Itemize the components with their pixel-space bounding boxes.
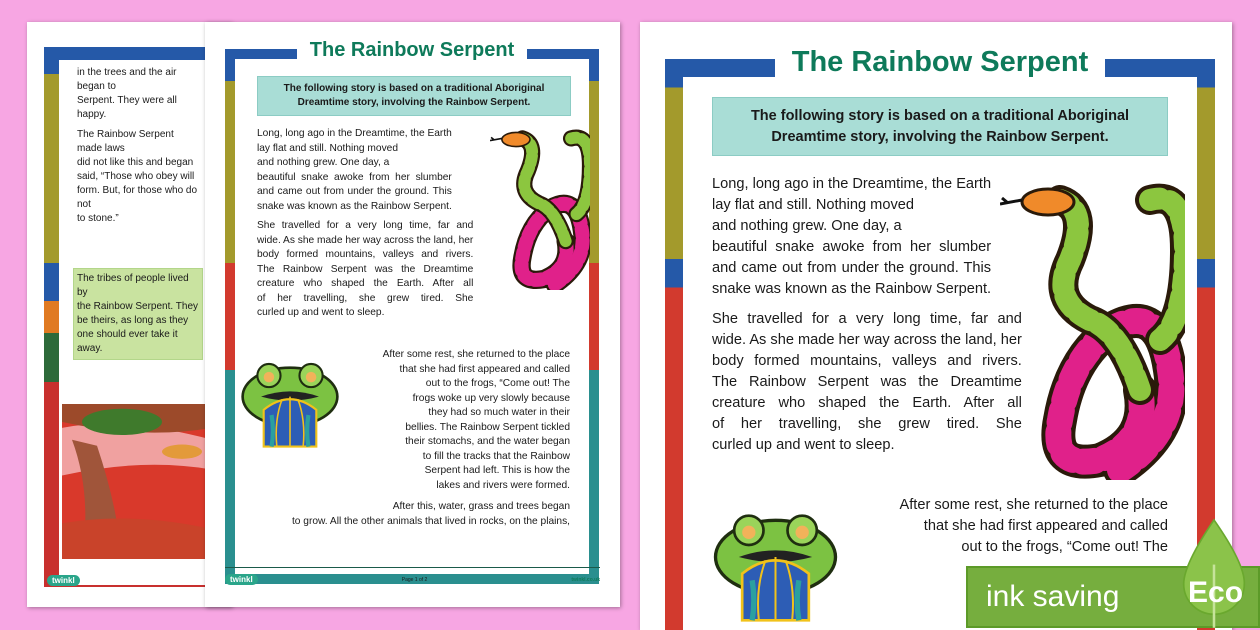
worksheet-page-1-preview <box>640 22 1232 630</box>
text-line: bellies. The Rainbow Serpent tickled <box>405 421 570 433</box>
text-line: did not like this and began <box>77 157 194 168</box>
text-line: body formed mountains, valleys and rivers. <box>257 249 474 260</box>
text-line: and nothing grew. One day, a <box>257 157 390 168</box>
story-title: The Rainbow Serpent <box>775 46 1105 79</box>
text-line: The Rainbow Serpent made laws <box>77 129 174 154</box>
story-title: The Rainbow Serpent <box>297 39 527 62</box>
eco-leaf-drop-icon <box>1182 518 1246 628</box>
site-link: twinkl.co.uk <box>571 576 600 583</box>
text-line: in the trees and the air began to <box>77 67 177 92</box>
text-line: curled up and went to sleep. <box>257 307 385 318</box>
text-line: snake was known as the Rainbow Serpent. <box>257 200 452 212</box>
text-line: their stomachs, and the water began <box>405 436 570 447</box>
text-line: form. But, for those who do not <box>77 185 198 210</box>
text-line: The Rainbow Serpent was the Dreamtime <box>257 263 474 275</box>
intro-line: Dreamtime story, involving the Rainbow Serpent. <box>771 128 1109 145</box>
frog-illustration <box>712 507 839 627</box>
text-line: creature who shaped the Earth. After all <box>712 395 1022 411</box>
text-line: The Rainbow Serpent was the Dreamtime <box>712 374 1022 390</box>
eco-label: Eco <box>1188 576 1244 609</box>
paragraph-1 <box>257 127 452 214</box>
text-line: Serpent had left. This is how the <box>424 465 570 476</box>
text-line: said, “Those who obey will <box>77 171 195 182</box>
intro-box <box>712 97 1168 156</box>
text-line: to stone.” <box>77 213 119 224</box>
text-line: After some rest, she returned to the place <box>899 497 1168 513</box>
text-line: and came out from under the ground. This <box>257 186 452 197</box>
text-line: of her travelling, she grew tired. She <box>712 416 1022 432</box>
text-line: of her travelling, she grew tired. She <box>257 292 474 304</box>
paragraph-2 <box>257 219 473 321</box>
intro-line: The following story is based on a traditional Aboriginal <box>750 107 1130 124</box>
text-line: and nothing grew. One day, a <box>712 218 902 234</box>
text-line: beautiful snake awoke from her slumber <box>257 171 452 183</box>
text-line: out to the frogs, “Come out! The <box>961 539 1168 555</box>
twinkl-logo: twinkl <box>225 574 258 585</box>
paragraph-1 <box>712 174 991 300</box>
text-line: body formed mountains, valleys and rivers. <box>712 353 1022 369</box>
text-line: After this, water, grass and trees began <box>392 501 570 512</box>
text-line: beautiful snake awoke from her slumber <box>712 239 992 255</box>
page-footer <box>225 567 600 587</box>
text-line: lay flat and still. Nothing moved <box>712 197 914 213</box>
text-line: lakes and rivers were formed. <box>436 479 570 491</box>
text-line: that she had first appeared and called <box>399 363 570 375</box>
text-line: wide. As she made her way across the land, her <box>712 332 1022 348</box>
page2-para2 <box>77 128 199 226</box>
paragraph-3 <box>870 495 1168 558</box>
worksheet-page-2 <box>27 22 232 607</box>
landscape-illustration <box>62 404 212 559</box>
text-line: Long, long ago in the Dreamtime, the Earth <box>712 176 992 192</box>
text-line: curled up and went to sleep. <box>712 437 895 453</box>
paragraph-3 <box>383 348 570 493</box>
text-line: She travelled for a very long time, far and <box>712 311 1022 327</box>
text-line: Serpent. They were all happy. <box>77 95 177 120</box>
text-line: creature who shaped the Earth. After all <box>257 278 474 289</box>
text-line: The tribes of people lived by <box>77 273 189 298</box>
text-line: the Rainbow Serpent. They <box>77 301 199 312</box>
green-note-box <box>73 268 203 360</box>
text-line: frogs woke up very slowly because <box>412 392 570 404</box>
ink-saving-label: ink saving <box>986 580 1120 613</box>
text-line: wide. As she made her way across the land, her <box>257 234 474 246</box>
paragraph-2 <box>712 309 1022 456</box>
text-line: After some rest, she returned to the place <box>382 349 570 360</box>
text-line: out to the frogs, “Come out! The <box>425 378 570 389</box>
frog-illustration <box>240 357 340 452</box>
text-line: that she had first appeared and called <box>923 518 1168 534</box>
text-line: to grow. All the other animals that lived in rocks, on the plains, <box>291 515 570 527</box>
text-line: She travelled for a very long time, far and <box>257 220 474 231</box>
text-line: lay flat and still. Nothing moved <box>257 142 398 154</box>
page-number: Page 1 of 2 <box>401 576 428 583</box>
text-line: snake was known as the Rainbow Serpent. <box>712 281 992 297</box>
text-line: be theirs, as long as they <box>77 315 189 326</box>
text-line: Long, long ago in the Dreamtime, the Earth <box>257 128 452 139</box>
worksheet-page-1-thumbnail <box>205 22 620 607</box>
twinkl-logo: twinkl <box>47 575 80 586</box>
text-line: to fill the tracks that the Rainbow <box>422 450 570 462</box>
paragraph-4 <box>292 500 570 529</box>
text-line: they had so much water in their <box>428 407 570 418</box>
text-line: and came out from under the ground. This <box>712 260 992 276</box>
intro-box <box>257 76 571 116</box>
rainbow-serpent-illustration <box>490 122 590 290</box>
intro-line: The following story is based on a traditional Aboriginal <box>283 83 545 94</box>
page2-para1 <box>77 66 199 122</box>
intro-line: Dreamtime story, involving the Rainbow Serpent. <box>297 97 531 108</box>
rainbow-serpent-illustration <box>1000 170 1185 480</box>
text-line: one should ever take it away. <box>77 329 178 354</box>
